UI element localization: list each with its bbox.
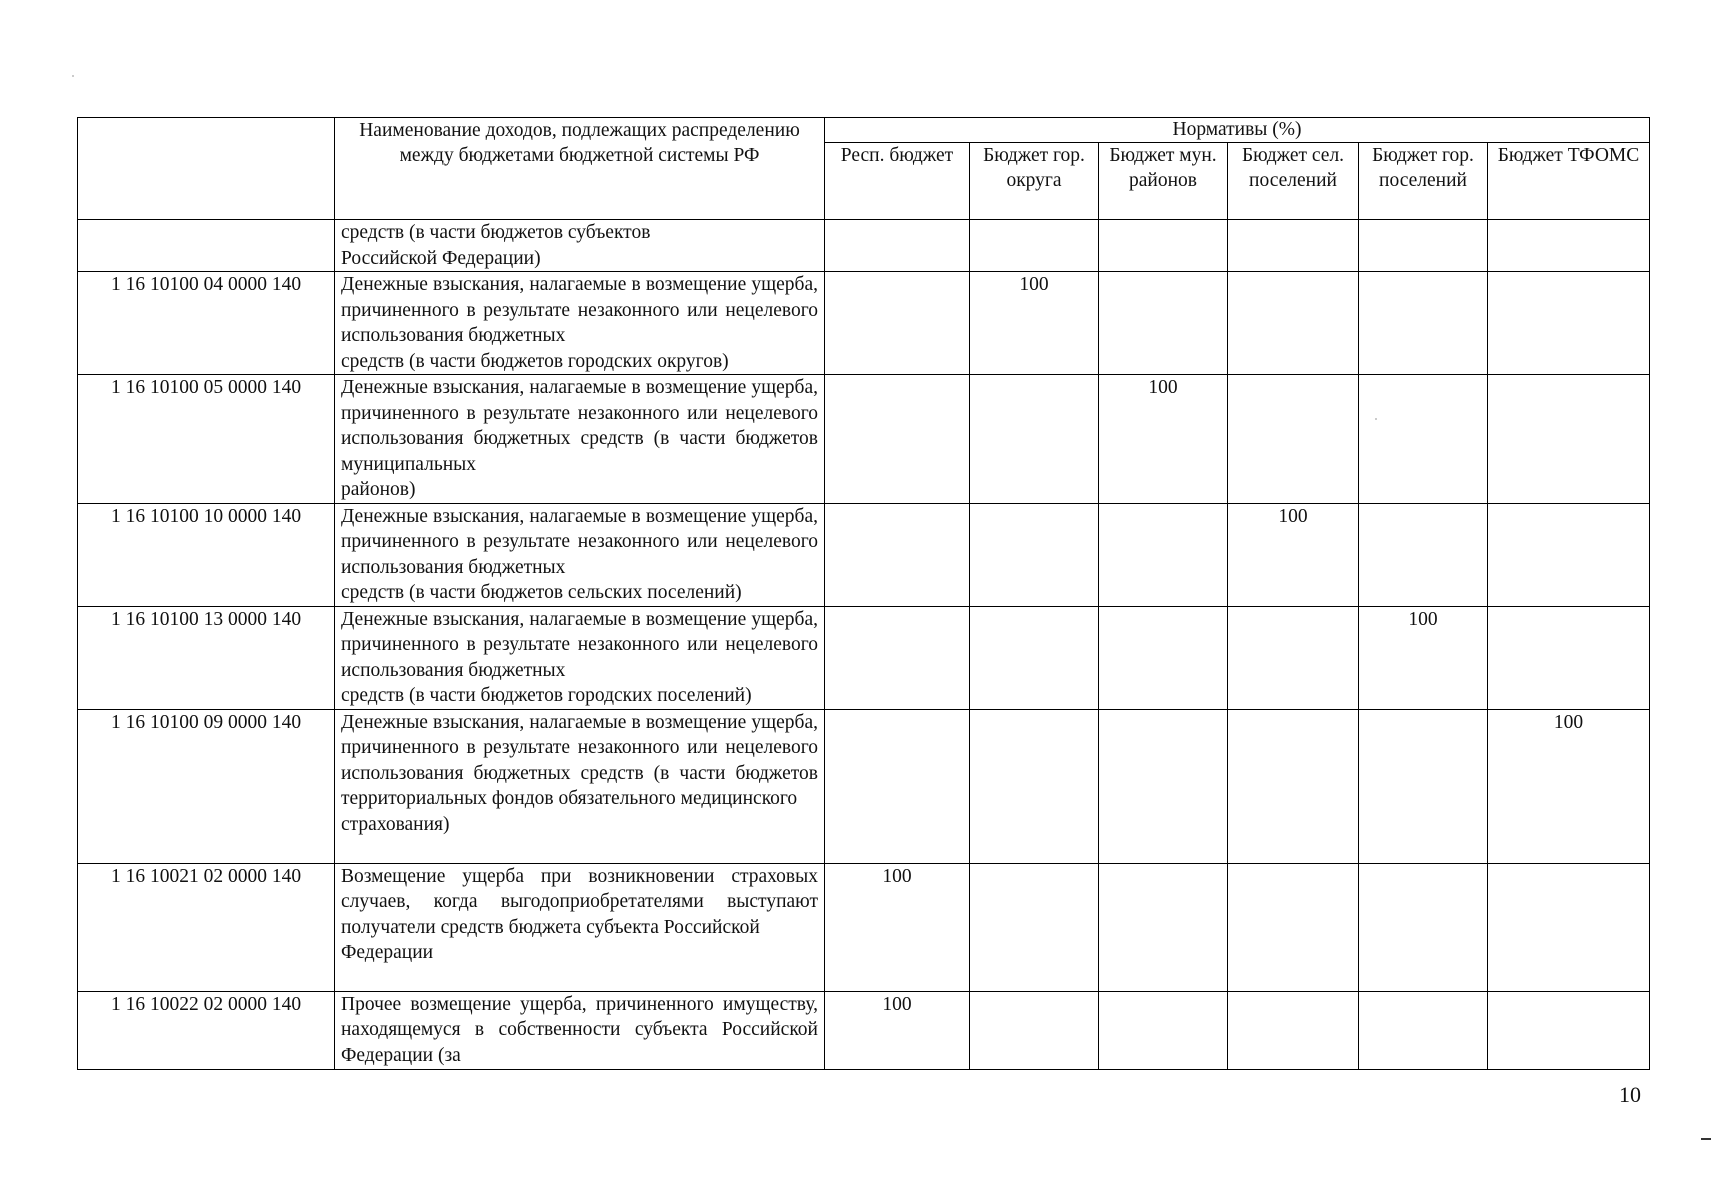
row-value-resp: 100 [825,991,970,1069]
header-name-cell: Наименование доходов, подлежащих распределению между бюджетами бюджетной системы РФ [335,118,825,220]
row-value-tfoms [1488,375,1650,504]
row-description-text: средств (в части бюджетов субъектов [341,222,651,243]
row-value-mun-districts [1099,991,1228,1069]
row-value-rural [1228,272,1359,375]
row-value-mun-districts [1099,709,1228,863]
row-value-resp [825,272,970,375]
header-code-cell [78,118,335,220]
row-code: 1 16 10100 04 0000 140 [78,272,335,375]
row-description-text: Денежные взыскания, налагаемые в возмещение ущерба, причиненного в результате незаконного или нецелевого использования бюджетных средств (в части бюджетов территориальных фондов обязательного медицинского [341,711,818,809]
row-description-text: Денежные взыскания, налагаемые в возмещение ущерба, причиненного в результате незаконного или нецелевого использования бюджетных [341,608,818,681]
row-value-city-district [970,606,1099,709]
table-row [78,220,1650,272]
row-value-rural [1228,709,1359,863]
row-value-city-district [970,863,1099,991]
row-description [335,503,825,606]
row-code: 1 16 10100 13 0000 140 [78,606,335,709]
header-col-rural-settlements: Бюджет сел. поселений [1228,143,1359,220]
row-description-last-line: Федерации [341,942,434,963]
row-description [335,272,825,375]
row-description-last-line: средств (в части бюджетов городских поселений) [341,685,752,706]
row-code: 1 16 10100 10 0000 140 [78,503,335,606]
row-description [335,863,825,991]
row-value-tfoms [1488,606,1650,709]
table-row [78,503,1650,606]
header-col-mun-districts: Бюджет мун. районов [1099,143,1228,220]
row-value-rural: 100 [1228,503,1359,606]
row-description [335,991,825,1069]
row-description-text: Денежные взыскания, налагаемые в возмещение ущерба, причиненного в результате незаконного или нецелевого использования бюджетных средств (в части бюджетов муниципальных [341,377,818,475]
row-code [78,220,335,272]
row-description-last-line: средств (в части бюджетов сельских поселений) [341,582,742,603]
row-value-urban [1359,863,1488,991]
table-row [78,606,1650,709]
table-row [78,375,1650,504]
row-value-mun-districts [1099,272,1228,375]
row-value-rural [1228,991,1359,1069]
row-value-tfoms [1488,503,1650,606]
row-description-last-line: страхования) [341,813,450,835]
budget-distribution-table [77,117,1650,1070]
scan-speck [1375,418,1377,420]
row-code: 1 16 10022 02 0000 140 [78,991,335,1069]
row-description [335,709,825,863]
row-value-resp: 100 [825,863,970,991]
row-value-tfoms [1488,272,1650,375]
row-value-urban [1359,709,1488,863]
row-value-resp [825,503,970,606]
row-value-tfoms [1488,991,1650,1069]
row-value-rural [1228,863,1359,991]
table-row [78,991,1650,1069]
page-number: 10 [1619,1082,1641,1107]
row-value-mun-districts [1099,503,1228,606]
scan-edge-mark [1701,1138,1711,1140]
row-value-tfoms [1488,863,1650,991]
row-description-last-line: Российской Федерации) [341,247,541,269]
row-value-mun-districts [1099,220,1228,272]
table-row [78,863,1650,991]
row-value-urban [1359,220,1488,272]
row-description [335,220,825,272]
row-value-urban: 100 [1359,606,1488,709]
row-value-city-district [970,503,1099,606]
header-col-city-district: Бюджет гор. округа [970,143,1099,220]
table-row [78,272,1650,375]
row-value-mun-districts [1099,606,1228,709]
row-value-rural [1228,375,1359,504]
row-value-tfoms: 100 [1488,709,1650,863]
row-value-resp [825,606,970,709]
row-value-resp [825,375,970,504]
row-value-urban [1359,991,1488,1069]
row-description [335,375,825,504]
row-description-text: Денежные взыскания, налагаемые в возмещение ущерба, причиненного в результате незаконного или нецелевого использования бюджетных [341,505,818,578]
table-row [78,709,1650,863]
row-description-last-line: районов) [341,479,416,500]
row-value-urban [1359,503,1488,606]
row-code: 1 16 10100 09 0000 140 [78,709,335,863]
row-value-city-district [970,991,1099,1069]
row-code: 1 16 10100 05 0000 140 [78,375,335,504]
row-value-city-district [970,709,1099,863]
row-description-last-line: средств (в части бюджетов городских округов) [341,350,729,372]
row-value-city-district [970,375,1099,504]
row-description-text: Денежные взыскания, налагаемые в возмещение ущерба, причиненного в результате незаконного или нецелевого использования бюджетных [341,274,818,346]
row-value-urban [1359,272,1488,375]
row-description [335,606,825,709]
scan-speck [72,75,74,77]
row-value-rural [1228,220,1359,272]
row-value-urban [1359,375,1488,504]
header-normatives: Нормативы (%) [825,118,1650,143]
row-value-city-district [970,220,1099,272]
row-value-tfoms [1488,220,1650,272]
row-value-mun-districts [1099,863,1228,991]
row-value-resp [825,709,970,863]
row-description-text: Возмещение ущерба при возникновении страховых случаев, когда выгодоприобретателями выступают получатели средств бюджета субъекта Российской [341,865,818,938]
row-description-text: Прочее возмещение ущерба, причиненного имуществу, находящемуся в собственности субъекта Российской Федерации (за [341,993,818,1066]
header-col-urban-settlements: Бюджет гор. поселений [1359,143,1488,220]
header-col-resp-budget: Респ. бюджет [825,143,970,220]
header-col-tfoms: Бюджет ТФОМС [1488,143,1650,220]
row-value-resp [825,220,970,272]
row-value-mun-districts: 100 [1099,375,1228,504]
row-code: 1 16 10021 02 0000 140 [78,863,335,991]
row-value-city-district: 100 [970,272,1099,375]
header-row-top [78,118,1650,143]
row-value-rural [1228,606,1359,709]
